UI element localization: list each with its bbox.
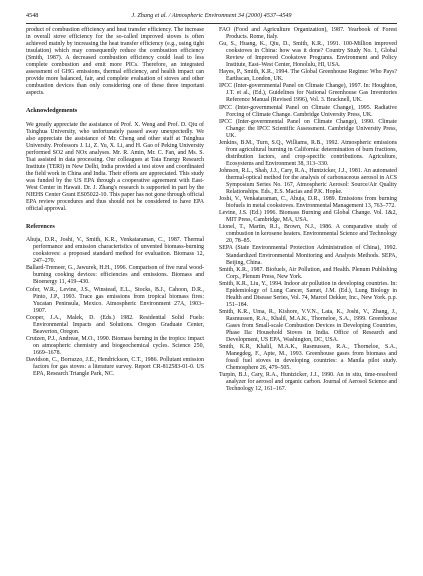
reference-entry: IPCC (Inter-governmental Panel on Climate Change), 1995. Radiative Forcing of Climate Change. Cambridge University Press, UK. [219,104,397,118]
header-rule [26,23,397,24]
right-column [219,27,397,393]
reference-entry: Hayes, P., Smith, K.R., 1994. The Global Greenhouse Regime: Who Pays? Earthscan, London, UK. [219,69,397,83]
reference-entry: Davidson, C., Borrazzo, J.E., Hendrickson, C.T., 1986. Pollutant emission factors for gas stoves: a literature survey. Report CR-812583-01-0. US EPA, Research Triangle Park, NC. [26,356,204,378]
journal-citation: J. Zhang et al. / Atmospheric Environment 34 (2000) 4537–4549 [131,12,292,19]
reference-entry: Crutzen, P.J., Andreae, M.O., 1990. Biomass burning in the tropics: impact on atmospheric chemistry and biogeochemical cycles. Science 250, 1669–1678. [26,335,204,356]
reference-entry: Turpin, B.J., Cary, R.A., Huntzicker, J.J., 1990. An in situ, time-resolved analyzer for aerosol and organic carbon. Journal of Aerosol Science and Technology 12, 161–167. [219,372,397,393]
reference-entry: Levine, J.S. (Ed.) 1996. Biomass Burning and Global Change. Vol. 1&2, MIT Press, Cambridge, MA, USA. [219,210,397,224]
reference-entry: Ballard-Tremeer, G., Jawurek, H.H., 1996. Comparison of five rural wood-burning cooking devices: efficiencies and emissions. Biomass and Bioenergy 11, 419–430. [26,265,204,286]
reference-entry: Cooper, J.A., Malek, D. (Eds.) 1982. Residential Solid Fuels: Environmental Impacts and Solutions. Oregon Graduate Center, Beaverton, Oregon. [26,314,204,335]
reference-entry: Gu, S., Huang, K., Qiu, D., Smith, K.R., 1991. 100-Million improved cookstoves in China: how was it done? Country Study No. 1, Global Review of Improved Cookstove Programs. Environment and Policy Institute, East–West Center, Honolulu, HI, USA. [219,41,397,69]
references-heading: References [26,223,55,231]
reference-entry: Joshi, V., Venkataraman, C., Ahuja, D.R., 1989. Emissions from burning biofuels in metal cookstoves. Environmental Management 13, 763–772. [219,196,397,210]
reference-entry: Johnson, R.L., Shah, J.J., Cary, R.A., Huntzicker, J.J., 1981. An automated thermal-optical method for the analysis of carbonaceous aerosol in ACS Symposium Series No. 167, Atmospheric Aerosol: Source/Air Quality Relationships. Eds., E.S. Macias and P.K. Hopke. [219,167,397,196]
references-list-left [26,237,204,378]
acknowledgements-text: We greatly appreciate the assistance of Prof. X. Weng and Prof. D. Qiu of Tsinghua University, who unfortunately passed away unexpectedly. We also appreciate the assistance of Mr. Cheng and other staff at Tsinghua University. Professors J. Li, Z. Yu, X. Li, and H. Gao of Peking University performed SO2 and NOx analyses. Mr. R. Amin, Mr. C. Fan, and Ms. S. Tsai assisted in data processing. Our colleagues at Tata Energy Research Institute (TERI) in New Delhi, India provided a test stove and coordinated the field work in China and India. Their efforts are appreciated. This study was funded by the US EPA through a cooperative agreement with East-West Center in Hawaii. Dr. J. Zhang's research is supported in part by the NIEHS Center Grant ES05022-10. This paper has not gone through official EPA review procedures and thus should not be considered to have EPA official approval. [26,121,204,213]
acknowledgements-heading: Acknowledgements [26,107,78,115]
reference-entry: IPCC (Inter-governmental Panel on Climate Change), 1990. Climate Change: the IPCC Scientific Assessment. Cambridge University Press, UK. [219,118,397,139]
reference-entry: FAO (Food and Agriculture Organization), 1987. Yearbook of Forest Products. Rome, Italy. [219,27,397,41]
reference-entry: Smith, K.R., Uma, R., Kishore, V.V.N., Lata, K., Joshi, V., Zhang, J., Rasmussen, R.A., Khalil, M.A.K., Thorneloe, S.A., 1999. Greenhouse Gases from Small-scale Combustion Devices in Developing Countries, Phase IIa: Household Stoves in India. Office of Research and Development, US EPA, Washington, DC, USA. [219,308,397,344]
reference-entry: Ahuja, D.R., Joshi, V., Smith, K.R., Venkataraman, C., 1987. Thermal performance and emission characteristics of unvented biomass-burning cookstoves: a proposed standard method for evaluation. Biomass 12, 247–270. [26,237,204,265]
body-paragraph: product of combustion efficiency and heat transfer efficiency. The increase in overall stove efficiency for the so-called improved stoves is often achieved mainly by increasing the heat transfer efficiency (e.g., using tight insulation) which may consequently reduce the combustion efficiency (Smith, 1987). A decreased combustion efficiency could lead to less complete combustion and emit more PICs. Therefore, an integrated assessment of GHG emissions, thermal efficiency, and health impact can provide more balanced, fair, and complete evaluation of stoves and other combustion devices than only considering one of these three important aspects. [26,27,204,97]
reference-entry: IPCC (Inter-governmental Panel on Climate Change), 1997. In: Houghton, J.T. et al., (Ed.), Guidelines for National Greenhouse Gas Inventories Reference Manual (Revised 1996), Vol. 3. Bracknell, UK. [219,83,397,104]
reference-entry: Cofer, W.R., Levine, J.S., Winstead, E.L., Stocks, B.J., Cahoon, D.R., Pinto, J.P., 1993. Trace gas emissions from tropical biomass fires: Yucatan Peninsula, Mexico. Atmospheric Environment 27A, 1903–1907. [26,286,204,314]
reference-entry: SEPA (State Environmental Protection Administration of China), 1992. Standardized Environmental Monitoring and Analysis Methods. SEPA, Beijing, China. [219,245,397,266]
reference-entry: Smith, K.R., 1987. Biofuels, Air Pollution, and Health. Plenum Publishing Corp., Plenum Press, New York. [219,266,397,280]
left-column [26,27,204,378]
reference-entry: Jenkins, B.M., Turn, S.Q., Williams, R.B., 1992. Atmospheric emissions from agricultural burning in California: determination of burn fractions, distribution factors, and crop-specific contributions. Agriculture, Ecosystems and Environment 38, 313–330. [219,139,397,167]
references-list-right [219,27,397,393]
running-header [26,10,397,22]
reference-entry: Lionel, T., Martin, R.J., Brown, N.J., 1986. A comparative study of combustion in kerosene heaters. Environmental Science and Technology 20, 78–85. [219,224,397,245]
page-number: 4548 [26,12,39,19]
reference-entry: Smith, K.R, Khalil, M.A.K., Rasmussen, R.A., Thorneloe, S.A., Manegdeg, F., Apte, M., 1993. Greenhouse gases from biomass and fossil fuel stoves in developing countries: a Manila pilot study. Chemosphere 26, 479–505. [219,344,397,372]
reference-entry: Smith, K.R., Liu, Y., 1994. Indoor air pollution in developing countries. In: Epidemiology of Lung Cancer, Samet, J.M. (Ed.), Lung Biology in Health and Disease Series, Vol. 74, Marcel Dekker, Inc., New York. p.p. 151–184. [219,280,397,308]
